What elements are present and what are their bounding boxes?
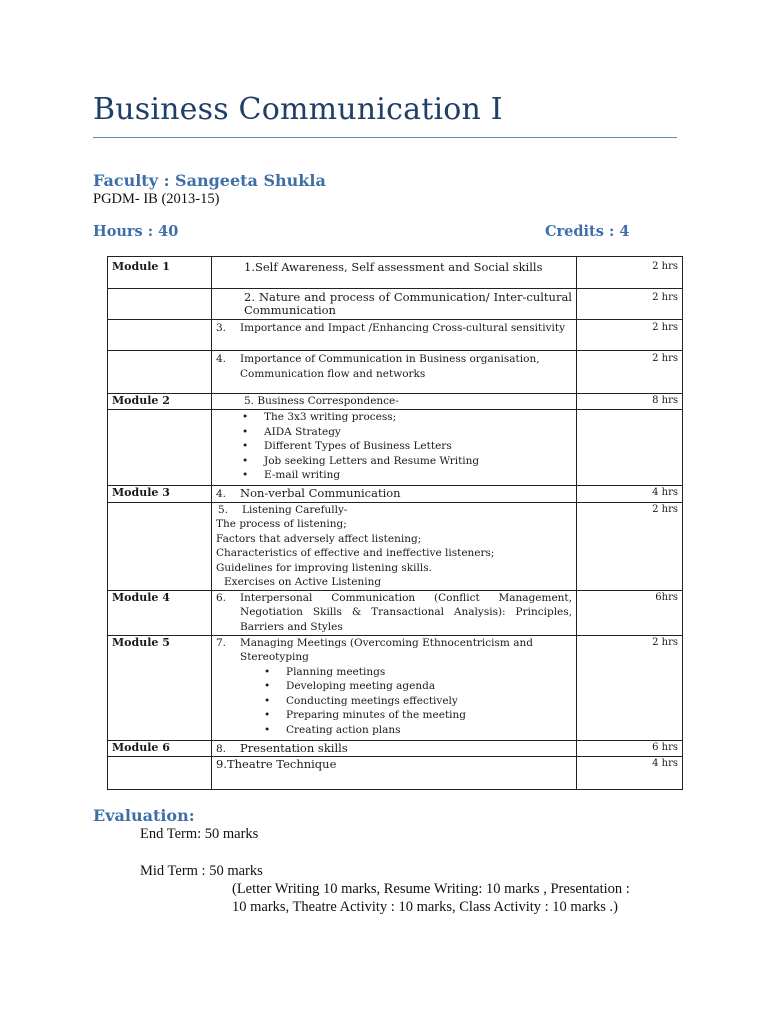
module-cell: Module 4 (108, 590, 212, 635)
module-cell: Module 5 (108, 635, 212, 740)
module-cell (108, 320, 212, 351)
hours-cell (577, 410, 683, 486)
hours-cell: 2 hrs (577, 257, 683, 289)
listening-line: Exercises on Active Listening (224, 576, 382, 588)
module-cell (108, 502, 212, 590)
hours-cell: 6hrs (577, 590, 683, 635)
table-row (108, 394, 683, 410)
bullet-list (216, 410, 572, 483)
table-row (108, 502, 683, 590)
credits-label: Credits : 4 (545, 223, 630, 240)
topic-text: Listening Carefully- (242, 503, 348, 516)
title-underline (93, 137, 677, 138)
listening-line: Characteristics of effective and ineffective listeners; (216, 547, 495, 559)
module-cell: Module 1 (108, 257, 212, 289)
evaluation-heading: Evaluation: (93, 806, 195, 825)
topic-cell (212, 289, 577, 320)
module-cell (108, 410, 212, 486)
module-cell (108, 351, 212, 394)
mid-term-detail-line: (Letter Writing 10 marks, Resume Writing: 10 marks , Presentation : (232, 881, 630, 897)
topic-cell (212, 257, 577, 289)
hours-cell: 2 hrs (577, 502, 683, 590)
table-row (108, 635, 683, 740)
syllabus-table (107, 256, 683, 790)
module-cell (108, 757, 212, 790)
list-item: • Job seeking Letters and Resume Writing (240, 454, 572, 469)
hours-cell: 2 hrs (577, 351, 683, 394)
list-item: • Preparing minutes of the meeting (262, 708, 572, 723)
list-item: • AIDA Strategy (240, 425, 572, 440)
topic-cell (212, 635, 577, 740)
topic-text: Presentation skills (240, 740, 348, 755)
list-item: • Developing meeting agenda (262, 679, 572, 694)
topic-cell (212, 502, 577, 590)
listening-line: Factors that adversely affect listening; (216, 532, 422, 545)
table-row (108, 257, 683, 289)
module-cell: Module 6 (108, 740, 212, 757)
list-item: • Creating action plans (262, 723, 572, 738)
list-item: • Planning meetings (262, 665, 572, 680)
hours-label: Hours : 40 (93, 223, 179, 240)
table-row (108, 757, 683, 790)
hours-cell: 6 hrs (577, 740, 683, 757)
topic-cell (212, 590, 577, 635)
topic-number: 4. (216, 488, 227, 500)
program-label: PGDM- IB (2013-15) (93, 191, 220, 207)
table-row (108, 351, 683, 394)
topic-number: 5. (218, 503, 229, 516)
topic-text: Importance of Communication in Business organisation, Communication flow and networks (240, 353, 540, 380)
topic-cell (212, 740, 577, 757)
topic-text: Non-verbal Communication (240, 486, 401, 500)
listening-line: The process of listening; (216, 518, 347, 530)
end-term-text: End Term: 50 marks (140, 826, 259, 842)
bullet-list (216, 665, 572, 738)
list-item: • The 3x3 writing process; (240, 410, 572, 425)
hours-cell: 2 hrs (577, 289, 683, 320)
table-row (108, 320, 683, 351)
listening-line: Guidelines for improving listening skills. (216, 561, 432, 574)
hours-cell: 2 hrs (577, 635, 683, 740)
table-row (108, 486, 683, 503)
mid-term-text: Mid Term : 50 marks (140, 863, 263, 879)
topic-number: 7. (216, 636, 227, 649)
topic-text: 2. Nature and process of Communication/ Inter-cultural Communication (244, 290, 572, 317)
topic-cell (212, 320, 577, 351)
module-cell (108, 289, 212, 320)
topic-cell (212, 486, 577, 503)
topic-text: Importance and Impact /Enhancing Cross-cultural sensitivity (240, 322, 566, 334)
topic-text: 1.Self Awareness, Self assessment and Social skills (244, 260, 543, 274)
topic-text: 9.Theatre Technique (216, 757, 337, 771)
topic-text: Managing Meetings (Overcoming Ethnocentricism and Stereotyping (240, 636, 533, 663)
topic-text: 5. Business Correspondence- (244, 395, 399, 407)
topic-number: 4. (216, 353, 227, 365)
list-item: • Different Types of Business Letters (240, 439, 572, 454)
document-title: Business Communication I (93, 92, 503, 127)
mid-term-detail-line: 10 marks, Theatre Activity : 10 marks, Class Activity : 10 marks .) (232, 899, 618, 915)
topic-cell (212, 351, 577, 394)
table-row (108, 410, 683, 486)
topic-number: 3. (216, 322, 227, 334)
topic-number: 6. (216, 591, 227, 604)
list-item: • E-mail writing (240, 468, 572, 483)
hours-cell: 4 hrs (577, 757, 683, 790)
module-cell: Module 2 (108, 394, 212, 410)
hours-cell: 4 hrs (577, 486, 683, 503)
hours-cell: 8 hrs (577, 394, 683, 410)
table-row (108, 590, 683, 635)
topic-cell (212, 410, 577, 486)
topic-cell (212, 394, 577, 410)
topic-cell (212, 757, 577, 790)
topic-number: 8. (216, 742, 227, 755)
list-item: • Conducting meetings effectively (262, 694, 572, 709)
module-cell: Module 3 (108, 486, 212, 503)
table-row (108, 740, 683, 757)
hours-cell: 2 hrs (577, 320, 683, 351)
topic-text: Interpersonal Communication (Conflict Management, Negotiation Skills & Transactional Analysis): Principles, Barriers and Styles (240, 591, 572, 633)
faculty-heading: Faculty : Sangeeta Shukla (93, 171, 326, 190)
table-row (108, 289, 683, 320)
